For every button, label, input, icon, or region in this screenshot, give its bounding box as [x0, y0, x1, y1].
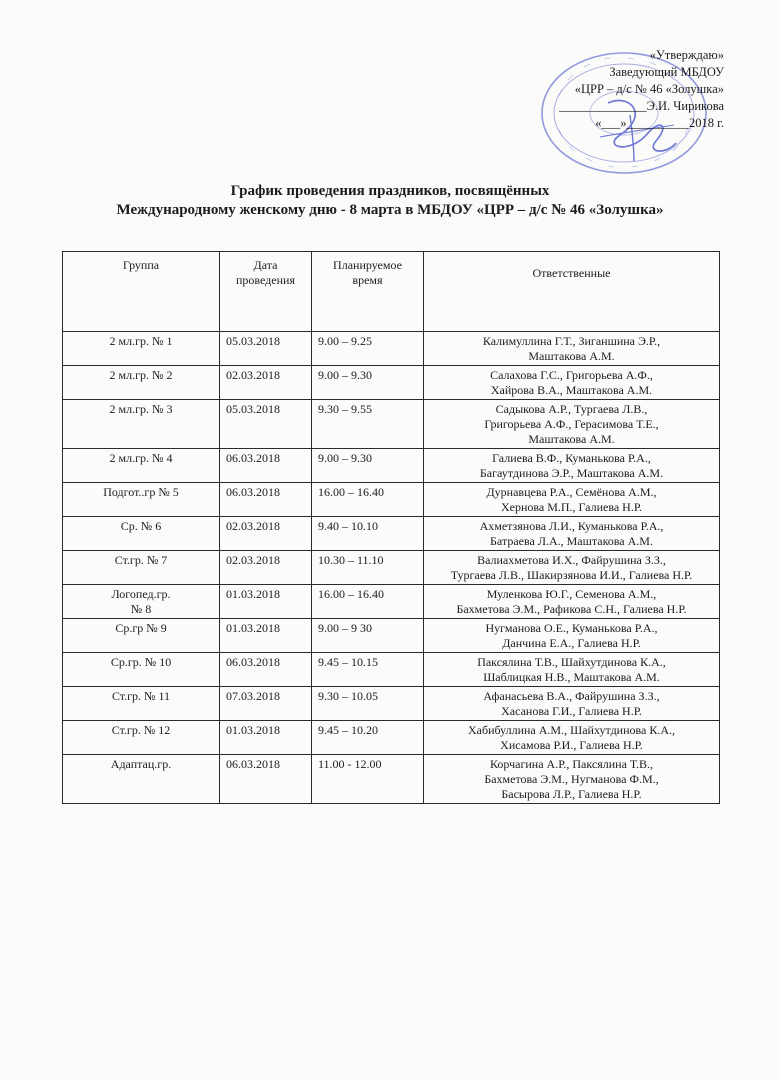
header-responsible: Ответственные: [424, 252, 720, 332]
cell-responsible: Нугманова О.Е., Куманькова Р.А., Данчина Е.А., Галиева Н.Р.: [424, 619, 720, 653]
cell-responsible: Садыкова А.Р., Тургаева Л.В., Григорьева А.Ф., Герасимова Т.Е., Маштакова А.М.: [424, 400, 720, 449]
cell-time: 9.30 – 9.55: [312, 400, 424, 449]
schedule-table: [62, 251, 720, 804]
table-row: [63, 585, 720, 619]
cell-group: 2 мл.гр. № 3: [63, 400, 220, 449]
cell-time: 9.40 – 10.10: [312, 517, 424, 551]
cell-date: 02.03.2018: [220, 366, 312, 400]
approval-line-organization: «ЦРР – д/с № 46 «Золушка»: [574, 82, 724, 96]
title-line-1: График проведения праздников, посвящённых: [230, 183, 550, 199]
table-row: [63, 449, 720, 483]
cell-group: 2 мл.гр. № 4: [63, 449, 220, 483]
cell-date: 01.03.2018: [220, 721, 312, 755]
approval-line-position: Заведующий МБДОУ: [609, 65, 724, 79]
approval-line-signatory: ______________Э.И. Чирикова: [559, 99, 724, 113]
table-row: [63, 619, 720, 653]
title-line-2: Международному женскому дню - 8 марта в МБДОУ «ЦРР – д/с № 46 «Золушка»: [116, 202, 664, 218]
table-row: [63, 332, 720, 366]
table-row: [63, 483, 720, 517]
cell-group: Ст.гр. № 11: [63, 687, 220, 721]
cell-date: 06.03.2018: [220, 755, 312, 804]
cell-time: 9.30 – 10.05: [312, 687, 424, 721]
cell-date: 01.03.2018: [220, 585, 312, 619]
cell-date: 02.03.2018: [220, 551, 312, 585]
cell-responsible: Ахметзянова Л.И., Куманькова Р.А., Батраева Л.А., Маштакова А.М.: [424, 517, 720, 551]
cell-group: Подгот..гр № 5: [63, 483, 220, 517]
cell-time: 9.00 – 9.30: [312, 366, 424, 400]
cell-responsible: Паксялина Т.В., Шайхутдинова К.А., Шаблицкая Н.В., Маштакова А.М.: [424, 653, 720, 687]
cell-time: 9.45 – 10.15: [312, 653, 424, 687]
cell-time: 16.00 – 16.40: [312, 585, 424, 619]
cell-time: 11.00 - 12.00: [312, 755, 424, 804]
cell-responsible: Салахова Г.С., Григорьева А.Ф., Хайрова В.А., Маштакова А.М.: [424, 366, 720, 400]
header-group: Группа: [63, 252, 220, 332]
cell-time: 16.00 – 16.40: [312, 483, 424, 517]
cell-responsible: Хабибуллина А.М., Шайхутдинова К.А., Хисамова Р.И., Галиева Н.Р.: [424, 721, 720, 755]
approval-line-date: «___»__________2018 г.: [595, 116, 724, 130]
table-row: [63, 400, 720, 449]
table-row: [63, 687, 720, 721]
table-row: [63, 517, 720, 551]
cell-responsible: Калимуллина Г.Т., Зиганшина Э.Р., Маштакова А.М.: [424, 332, 720, 366]
table-row: [63, 366, 720, 400]
cell-date: 07.03.2018: [220, 687, 312, 721]
cell-responsible: Валиахметова И.Х., Файрушина З.З., Тургаева Л.В., Шакирзянова И.И., Галиева Н.Р.: [424, 551, 720, 585]
cell-group: Ср.гр. № 10: [63, 653, 220, 687]
cell-responsible: Муленкова Ю.Г., Семенова А.М., Бахметова Э.М., Рафикова С.Н., Галиева Н.Р.: [424, 585, 720, 619]
table-row: [63, 721, 720, 755]
cell-date: 06.03.2018: [220, 449, 312, 483]
cell-group: Адаптац.гр.: [63, 755, 220, 804]
cell-group: Ср. № 6: [63, 517, 220, 551]
cell-date: 06.03.2018: [220, 653, 312, 687]
cell-group: Ст.гр. № 12: [63, 721, 220, 755]
cell-group: 2 мл.гр. № 2: [63, 366, 220, 400]
cell-date: 05.03.2018: [220, 332, 312, 366]
cell-group: Ср.гр № 9: [63, 619, 220, 653]
approval-block: [520, 47, 724, 132]
table-row: [63, 755, 720, 804]
cell-time: 10.30 – 11.10: [312, 551, 424, 585]
cell-responsible: Дурнавцева Р.А., Семёнова А.М., Хернова М.П., Галиева Н.Р.: [424, 483, 720, 517]
cell-date: 02.03.2018: [220, 517, 312, 551]
cell-date: 01.03.2018: [220, 619, 312, 653]
table-header-row: [63, 252, 720, 332]
header-date: Дата проведения: [220, 252, 312, 332]
cell-time: 9.00 – 9.25: [312, 332, 424, 366]
cell-group: 2 мл.гр. № 1: [63, 332, 220, 366]
cell-group: Логопед.гр. № 8: [63, 585, 220, 619]
cell-responsible: Корчагина А.Р., Паксялина Т.В., Бахметова Э.М., Нугманова Ф.М., Басырова Л.Р., Галиева Н.Р.: [424, 755, 720, 804]
table-row: [63, 551, 720, 585]
approval-line-approve: «Утверждаю»: [649, 48, 724, 62]
header-time: Планируемое время: [312, 252, 424, 332]
cell-time: 9.45 – 10.20: [312, 721, 424, 755]
cell-responsible: Галиева В.Ф., Куманькова Р.А., Багаутдинова Э.Р., Маштакова А.М.: [424, 449, 720, 483]
cell-time: 9.00 – 9.30: [312, 449, 424, 483]
cell-time: 9.00 – 9 30: [312, 619, 424, 653]
cell-date: 05.03.2018: [220, 400, 312, 449]
cell-group: Ст.гр. № 7: [63, 551, 220, 585]
cell-date: 06.03.2018: [220, 483, 312, 517]
cell-responsible: Афанасьева В.А., Файрушина З.З., Хасанова Г.И., Галиева Н.Р.: [424, 687, 720, 721]
document-title: [40, 182, 740, 220]
table-row: [63, 653, 720, 687]
